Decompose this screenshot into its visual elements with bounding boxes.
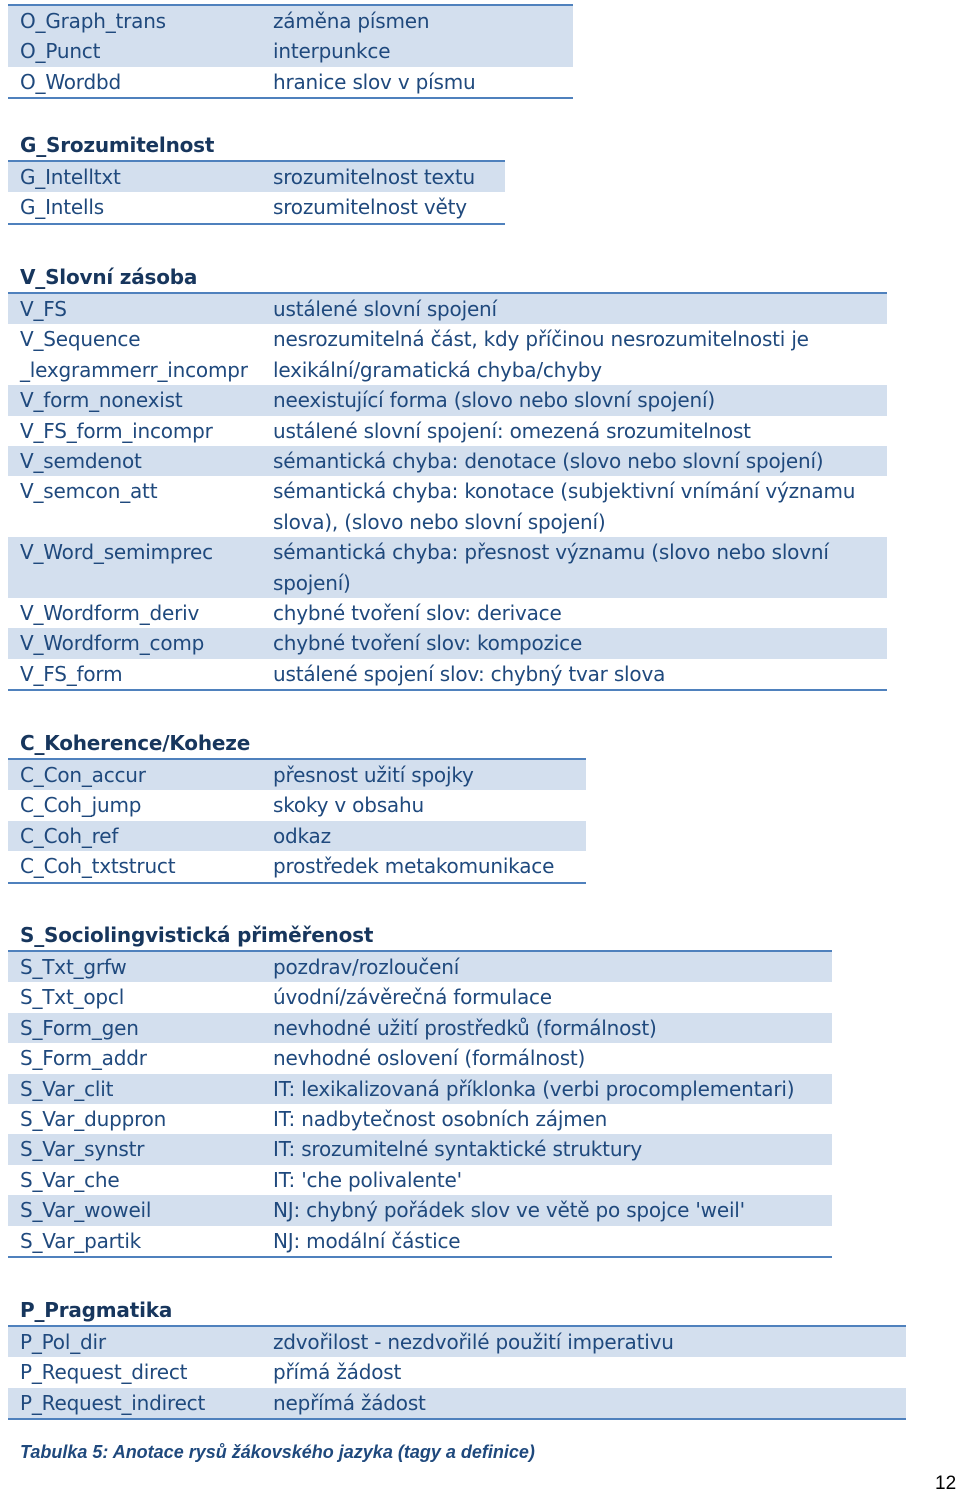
tag-cell: C_Coh_ref [20, 823, 119, 848]
table-caption: Tabulka 5: Anotace rysů žákovského jazyka (tagy a definice) [20, 1442, 535, 1462]
table-rows [8, 4, 573, 99]
definition-cell: chybné tvoření slov: derivace [273, 601, 562, 626]
table-s [8, 920, 832, 1258]
tag-cell: P_Request_direct [20, 1360, 188, 1385]
definition-cell: srozumitelnost textu [273, 165, 476, 189]
definition-cell: přímá žádost [273, 1360, 402, 1385]
table-row [8, 324, 887, 385]
definition-cell: přesnost užití spojky [273, 763, 474, 787]
definition-cell: neexistující forma (slovo nebo slovní spojení) [273, 388, 715, 413]
section-heading: P_Pragmatika [20, 1298, 173, 1322]
definition-cell: IT: srozumitelné syntaktické struktury [273, 1137, 642, 1162]
definition-cell: ustálené slovní spojení: omezená srozumitelnost [273, 418, 751, 443]
table-row [8, 476, 887, 537]
tag-cell: O_Graph_trans [20, 9, 166, 33]
table-row [8, 446, 887, 476]
table-row [8, 790, 586, 820]
definition-cell: nesrozumitelná část, kdy příčinou nesrozumitelnosti je lexikální/gramatická chyba/chyby [273, 327, 809, 382]
table-row [8, 537, 887, 598]
table-rows [8, 1325, 906, 1420]
tag-cell: V_Wordform_deriv [20, 601, 200, 626]
table-row [8, 628, 887, 658]
definition-cell: NJ: chybný pořádek slov ve větě po spojce 'weil' [273, 1198, 745, 1223]
table-rows [8, 950, 832, 1258]
definition-cell: nevhodné oslovení (formálnost) [273, 1046, 586, 1071]
table-row [8, 1388, 906, 1418]
table-rows [8, 292, 887, 691]
table-row [8, 67, 573, 97]
tag-cell: S_Var_partik [20, 1228, 142, 1253]
table-row [8, 1226, 832, 1256]
table-row [8, 1134, 832, 1164]
table-row [8, 162, 505, 192]
definition-cell: zdvořilost - nezdvořilé použití imperativu [273, 1330, 674, 1354]
tag-cell: C_Coh_jump [20, 793, 142, 818]
tag-cell: V_FS_form_incompr [20, 418, 213, 443]
section-heading: G_Srozumitelnost [20, 133, 215, 157]
definition-cell: prostředek metakomunikace [273, 854, 555, 879]
table-row [8, 1357, 906, 1387]
tag-cell: V_semcon_att [20, 479, 158, 504]
definition-cell: sémantická chyba: přesnost významu (slovo nebo slovní spojení) [273, 540, 829, 595]
table-g [8, 130, 505, 225]
table-row [8, 36, 573, 66]
table-row [8, 1043, 832, 1073]
table-row [8, 851, 586, 881]
tag-cell: G_Intelltxt [20, 165, 121, 189]
section-heading: V_Slovní zásoba [20, 265, 198, 289]
table-row [8, 1104, 832, 1134]
table-rows [8, 758, 586, 884]
table-row [8, 952, 832, 982]
definition-cell: chybné tvoření slov: kompozice [273, 631, 583, 656]
table-row [8, 1074, 832, 1104]
definition-cell: skoky v obsahu [273, 793, 424, 818]
table-p [8, 1295, 906, 1420]
tag-cell: V_FS [20, 297, 67, 321]
tag-cell: O_Wordbd [20, 69, 121, 94]
tag-cell: S_Var_che [20, 1167, 120, 1192]
tag-cell: S_Var_woweil [20, 1198, 152, 1223]
tag-cell: S_Form_gen [20, 1015, 139, 1040]
tag-cell: C_Coh_txtstruct [20, 854, 176, 879]
definition-cell: záměna písmen [273, 9, 430, 33]
tag-cell: S_Var_duppron [20, 1107, 167, 1132]
table-row [8, 1195, 832, 1225]
tag-cell: S_Var_clit [20, 1076, 114, 1101]
tag-cell: O_Punct [20, 39, 101, 64]
definition-cell: odkaz [273, 823, 331, 848]
definition-cell: hranice slov v písmu [273, 69, 476, 94]
table-row [8, 982, 832, 1012]
page-number: 12 [935, 1473, 957, 1494]
definition-cell: IT: nadbytečnost osobních zájmen [273, 1107, 608, 1132]
tag-cell: G_Intells [20, 195, 104, 220]
definition-cell: nepřímá žádost [273, 1390, 426, 1415]
definition-cell: sémantická chyba: denotace (slovo nebo slovní spojení) [273, 449, 824, 474]
tag-cell: V_Word_semimprec [20, 540, 213, 565]
table-row [8, 598, 887, 628]
tag-cell: V_semdenot [20, 449, 142, 474]
table-row [8, 416, 887, 446]
table-o [8, 4, 573, 99]
definition-cell: srozumitelnost věty [273, 195, 467, 220]
table-row [8, 1013, 832, 1043]
definition-cell: pozdrav/rozloučení [273, 955, 460, 979]
table-row [8, 6, 573, 36]
table-v [8, 262, 887, 691]
section-heading: C_Koherence/Koheze [20, 731, 251, 755]
definition-cell: nevhodné užití prostředků (formálnost) [273, 1015, 657, 1040]
tag-cell: V_form_nonexist [20, 388, 183, 413]
tag-cell: V_Wordform_comp [20, 631, 205, 656]
table-row [8, 294, 887, 324]
tag-cell: P_Pol_dir [20, 1330, 106, 1354]
definition-cell: ustálené slovní spojení [273, 297, 497, 321]
table-row [8, 1327, 906, 1357]
definition-cell: IT: lexikalizovaná příklonka (verbi procomplementari) [273, 1076, 795, 1101]
tag-cell: S_Txt_opcl [20, 985, 125, 1010]
tag-cell: C_Con_accur [20, 763, 146, 787]
tag-cell: S_Txt_grfw [20, 955, 127, 979]
tag-cell: S_Var_synstr [20, 1137, 145, 1162]
table-c [8, 728, 586, 884]
definition-cell: IT: 'che polivalente' [273, 1167, 462, 1192]
tag-cell: P_Request_indirect [20, 1390, 206, 1415]
table-row [8, 821, 586, 851]
definition-cell: ustálené spojení slov: chybný tvar slova [273, 661, 666, 686]
tag-cell: V_FS_form [20, 661, 123, 686]
definition-cell: úvodní/závěrečná formulace [273, 985, 552, 1010]
tag-cell: S_Form_addr [20, 1046, 147, 1071]
table-row [8, 760, 586, 790]
table-row [8, 659, 887, 689]
table-row [8, 192, 505, 222]
tag-cell: V_Sequence _lexgrammerr_incompr [20, 327, 248, 382]
definition-cell: interpunkce [273, 39, 391, 64]
table-row [8, 385, 887, 415]
section-heading: S_Sociolingvistická přiměřenost [20, 923, 374, 947]
definition-cell: NJ: modální částice [273, 1228, 461, 1253]
definition-cell: sémantická chyba: konotace (subjektivní vnímání významu slova), (slovo nebo slovní spojení) [273, 479, 856, 534]
table-rows [8, 160, 505, 225]
table-row [8, 1165, 832, 1195]
